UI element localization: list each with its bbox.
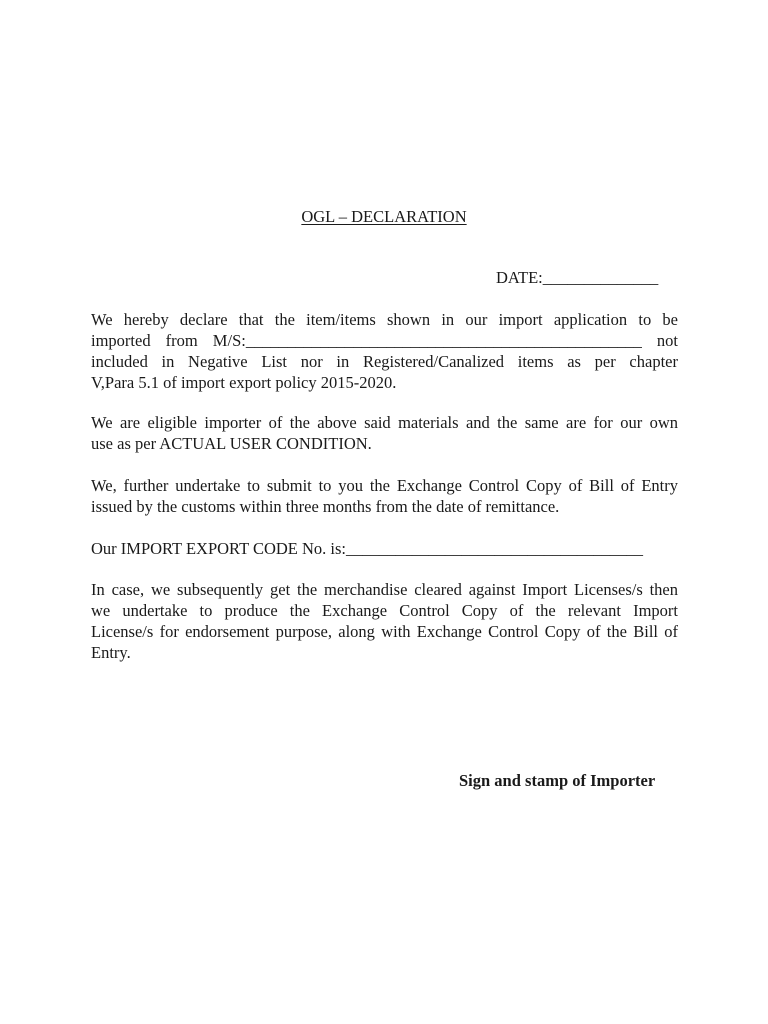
eligibility-line-1: We are eligible importer of the above said materials and the same are for our own xyxy=(91,413,678,432)
declaration-paragraph xyxy=(91,309,678,393)
date-field: DATE:______________ xyxy=(496,268,659,287)
undertaking-paragraph xyxy=(91,475,678,517)
declaration-line-3: included in Negative List nor in Registered/Canalized items as per chapter xyxy=(91,352,678,371)
document-title-text: OGL – DECLARATION xyxy=(301,207,467,226)
undertaking-line-2: issued by the customs within three months from the date of remittance. xyxy=(91,497,560,516)
license-line-4: Entry. xyxy=(91,643,131,662)
import-export-code-line: Our IMPORT EXPORT CODE No. is:____________________________________ xyxy=(91,539,644,558)
document-title xyxy=(0,206,768,228)
license-paragraph xyxy=(91,579,678,663)
declaration-line-1: We hereby declare that the item/items shown in our import application to be xyxy=(91,310,678,329)
license-line-2: we undertake to produce the Exchange Control Copy of the relevant Import xyxy=(91,601,678,620)
license-line-1: In case, we subsequently get the merchandise cleared against Import Licenses/s then xyxy=(91,580,678,599)
eligibility-line-2: use as per ACTUAL USER CONDITION. xyxy=(91,434,372,453)
signature-label: Sign and stamp of Importer xyxy=(459,771,656,790)
eligibility-paragraph xyxy=(91,412,678,454)
import-export-code-paragraph xyxy=(91,538,678,559)
license-line-3: License/s for endorsement purpose, along with Exchange Control Copy of the Bill of xyxy=(91,622,678,641)
undertaking-line-1: We, further undertake to submit to you the Exchange Control Copy of Bill of Entry xyxy=(91,476,678,495)
declaration-line-2: imported from M/S:________________________________________________ not xyxy=(91,331,678,350)
declaration-line-4: V,Para 5.1 of import export policy 2015-2020. xyxy=(91,373,397,392)
